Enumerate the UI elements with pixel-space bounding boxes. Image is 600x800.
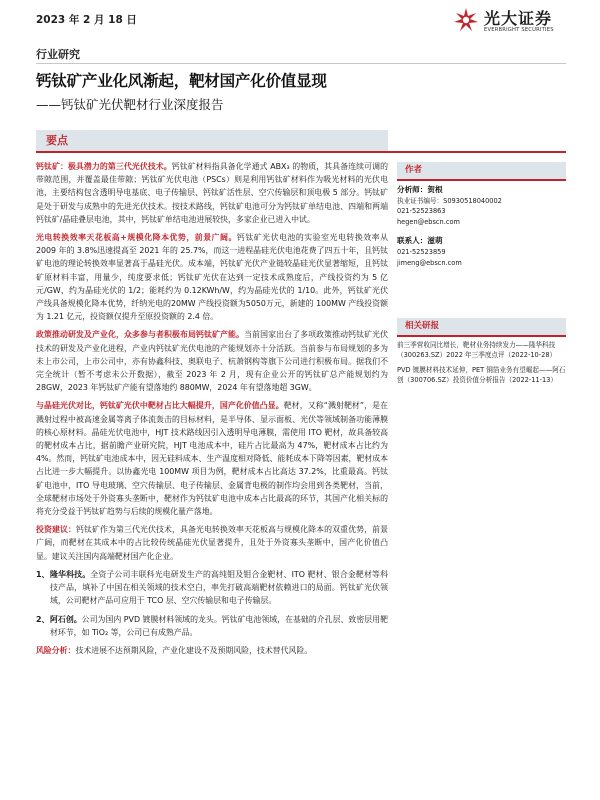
company-item: 1、 隆华科技。全资子公司丰联科光电研发生产的高纯钼及钼合金靶材、ITO 靶材、银合金靶材等科技产品，填补了中国在相关领域的技术空白，率先打破高端靶材依赖进口的局面。钙钛矿光伏领域，公司靶材产品可应用于 TCO 层、空穴传输层和电子传输层。 — [36, 569, 388, 606]
paragraph-investment-advice: 投资建议：钙钛矿作为第三代光伏技术，具备光电转换效率天花板高与规模化降本的双重优势，前景广阔，而靶材在其成本中的占比较传统晶硅光伏显著提升，且处于外资寡头垄断中，国产化价值凸显。建议关注国内高端靶材国产化企业。 — [36, 525, 388, 561]
related-heading: 相关研报 — [405, 321, 440, 331]
key-points-header — [36, 130, 388, 151]
analyst-email[interactable]: hegen@ebscn.com — [397, 217, 460, 226]
report-subtitle: ——钙钛矿光伏靶材行业深度报告 — [36, 97, 224, 112]
analyst-phone: 021-52523863 — [397, 207, 446, 216]
contact-name: 联系人：滋萌 — [397, 236, 443, 246]
paragraph-policy-capacity: 政策推动研发及产业化，众多参与者积极布局钙钛矿产能。当前国家出台了多项政策推动钙钛矿光伏技术的研发及产业化进程，产业内钙钛矿光伏电池的产能规划亦十分活跃。当前参与布局规划的多为未上市公司，上市公司中，亦有协鑫科技、奥联电子、杭萧钢构等旗下公司进行积极布局。据我们不完全统计（暂不考虑未公开数据），截至 2023 年 2 月，现有企业公开的钙钛矿总产能规划约为 28GW，2023 年钙钛矿产能有望落地约 880MW，2024 年有望落地超 3GW。 — [36, 330, 388, 393]
company-item: 2、 阿石创。公司为国内 PVD 镀膜材料领域的龙头。钙钛矿电池领域，在基础的介孔层、致密层用靶材环节，如 TiO₂ 等，公司已有成熟产品。 — [36, 614, 388, 637]
analyst-name: 分析师：贺根 — [397, 185, 443, 194]
logo-english: EVERBRIGHT SECURITIES — [484, 27, 554, 33]
brand-logo — [452, 4, 572, 40]
analyst-cert: 执业证书编号：S0930518040002 — [397, 197, 502, 205]
analyst-heading: 作者 — [405, 165, 423, 175]
related-report-link[interactable]: 前三季营收同比增长，靶材业务持续发力——隆华科技（300263.SZ）2022 年三季度点评（2022-10-28） — [397, 341, 557, 360]
paragraph-risk-analysis: 风险分析：技术进展不达预期风险，产业化建设不及预期风险，技术替代风险。 — [36, 645, 313, 655]
everbright-logo-icon — [452, 6, 480, 34]
related-header — [397, 318, 566, 335]
related-reports-panel — [397, 318, 566, 390]
section-divider — [36, 151, 566, 153]
paragraph-target-materials: 与晶硅光伏对比，钙钛矿光伏中靶材占比大幅提升，国产化价值凸显。靶材，又称“溅射靶材”，是在溅射过程中被高速金属等离子体流轰击的目标材料，是半导体、显示面板、光伏等领域制备功能薄膜的核心原材料。晶硅光伏电池中，HJT 技术路线因引入透明导电薄膜，需使用 ITO 靶材，故具备较高的靶材成本占比，据前瞻产业研究院，HJT 电池成本中，硅片占比最高为 47%，靶材成本占比约为 4%。然而，钙钛矿电池成本中，因无硅料成本、生产温度相对降低、能耗成本下降等因素，靶材成本占比进一步大幅提升。以协鑫光电 100MW 项目为例，靶材成本占比高达 37.2%，比重最高。钙钛矿电池中，ITO 导电玻璃、空穴传输层、电子传输层、金属背电极的制作均会用到各类靶材，当前，全球靶材市场处于外资寡头垄断中，靶材作为钙钛矿电池中成本占比最高的环节，其国产化相关标的将充分受益于钙钛矿趋势与后续的规模化量产落地。 — [36, 401, 388, 517]
paragraph-efficiency-cost: 光电转换效率天花板高+规模化降本优势，前景广阔。钙钛矿光伏电池的实验室光电转换效率从 2009 年的 3.8%迅速提高至 2021 年的 25.7%，而这一进程晶硅光伏电池花费了四五十年，且钙钛矿电池的理论转换效率显著高于晶硅光伏。成本端，钙钛矿光伏产业链较晶硅光伏显著缩短，且钙钛矿原材料丰富，用量少，纯度要求低；钙钛矿光伏在达到一定技术成熟度后，产线投资约为 5 亿元/GW，约为晶硅光伏的 1/2；能耗约为 0.12KWh/W，约为晶硅光伏的 1/10。此外，钙钛矿光伏产线具备规模化降本优势，纤纳光电的20MW 产线投资额为5050万元，新建的 100MW 产线投资额为 1.21 亿元，投资额仅提升至原投资额的 2.4 倍。 — [36, 233, 388, 322]
paragraph-perovskite-intro: 钙钛矿：极具潜力的第三代光伏技术。钙钛矿材料指具备化学通式 ABX₃ 的物质，其具备连续可调的带隙范围，并覆盖最佳带隙；钙钛矿光伏电池（PSCs）则是利用钙钛矿材料作为吸光材料的光伏电池，主要结构包含透明导电基底、电子传输层、钙钛矿活性层、空穴传输层和顶电极 5 部分。钙钛矿是处于研发与成熟中的先进光伏技术。按技术路线，钙钛矿电池可分为钙钛矿单结电池、四端和两端钙钛矿/晶硅叠层电池，其中，钙钛矿单结电池进展较快，多家企业已进入中试。 — [36, 162, 388, 224]
key-points-body — [36, 160, 388, 662]
related-divider — [397, 335, 566, 337]
analyst-header — [397, 162, 566, 179]
report-date: 2023 年 2 月 18 日 — [36, 14, 137, 26]
logo-chinese: 光大证券 — [484, 9, 553, 28]
report-category: 行业研究 — [36, 48, 80, 61]
top-divider — [36, 63, 566, 64]
key-points-heading: 要点 — [46, 134, 68, 147]
related-report-link[interactable]: PVD 镀膜材料技术延伸，PET 铜箔业务有望崛起——阿石创（300706.SZ）投资价值分析报告（2022-11-13） — [397, 365, 566, 385]
contact-phone: 021-52523859 — [397, 248, 446, 257]
analyst-panel — [397, 162, 566, 268]
contact-email[interactable]: jimeng@ebscn.com — [397, 258, 462, 267]
analyst-divider — [397, 179, 566, 181]
report-title: 钙钛矿产业化风渐起，靶材国产化价值显现 — [36, 72, 327, 90]
